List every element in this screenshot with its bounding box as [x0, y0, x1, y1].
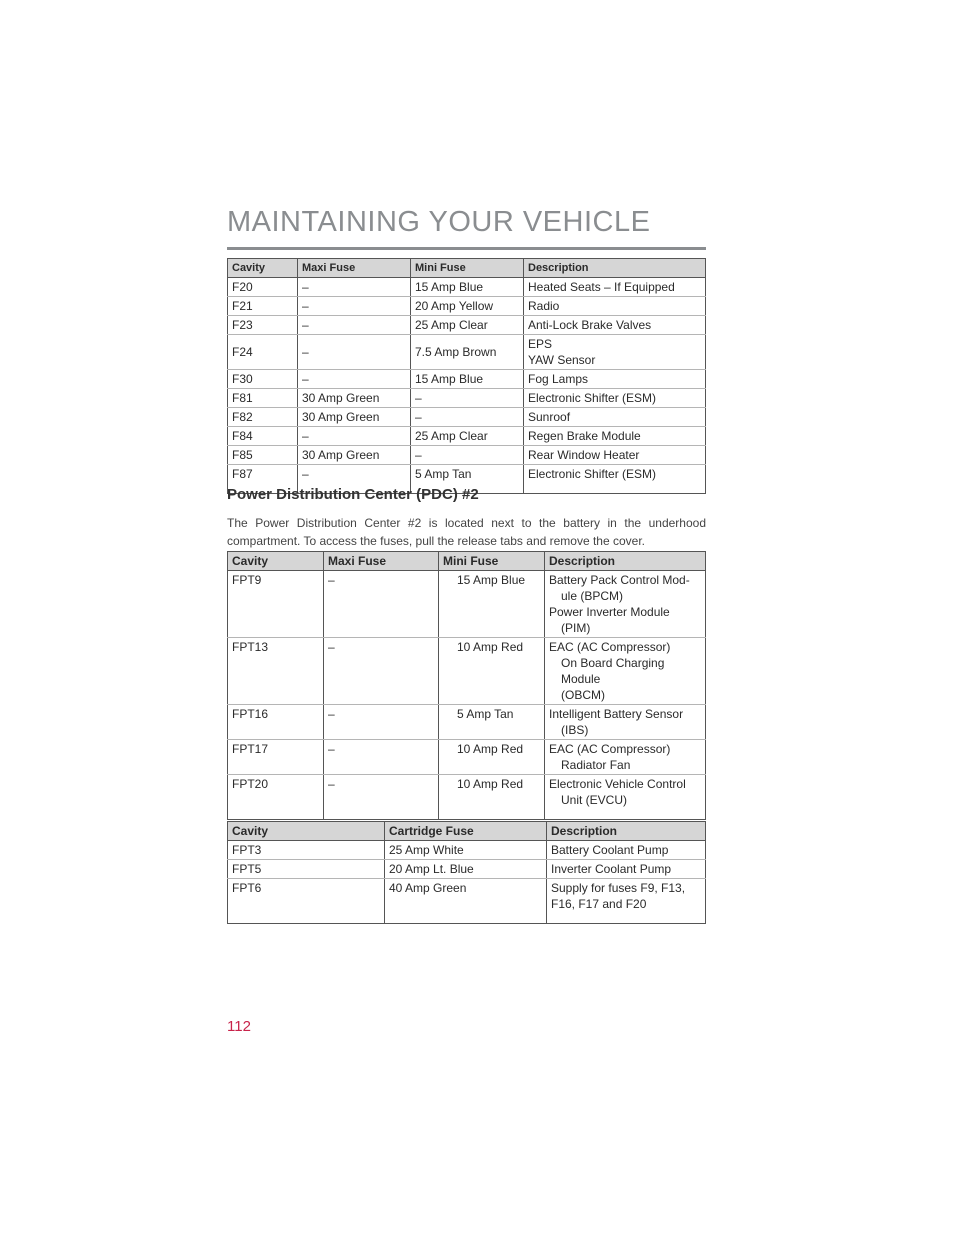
maxi-fuse-cell: – [298, 278, 411, 297]
description-cell [547, 879, 706, 924]
cavity-cell: F87 [228, 465, 298, 494]
maxi-fuse-cell: – [324, 705, 439, 740]
cavity-cell: F84 [228, 427, 298, 446]
table-row [228, 841, 706, 860]
cavity-cell: FPT20 [228, 775, 324, 820]
description-line: (OBCM) [561, 688, 605, 702]
mini-fuse-cell: 10 Amp Red [439, 638, 545, 705]
maxi-fuse-cell: 30 Amp Green [298, 408, 411, 427]
maxi-fuse-cell: – [324, 740, 439, 775]
table-row [228, 389, 706, 408]
maxi-fuse-cell: – [298, 316, 411, 335]
pdc2-heading: Power Distribution Center (PDC) #2 [227, 486, 479, 503]
column-header: Mini Fuse [439, 552, 545, 571]
title-rule [227, 247, 706, 250]
cavity-cell: F81 [228, 389, 298, 408]
description-line: (PIM) [561, 621, 591, 635]
cartridge-fuse-cell: 40 Amp Green [385, 879, 547, 924]
description-cell: Rear Window Heater [524, 446, 706, 465]
column-header: Description [545, 552, 706, 571]
table-row [228, 571, 706, 638]
maxi-fuse-cell: – [324, 638, 439, 705]
pdc2-description: The Power Distribution Center #2 is located next to the battery in the underhood compartment. To access the fuses, pull the release tabs and remove the cover. [227, 516, 706, 548]
column-header: Description [524, 259, 706, 278]
mini-fuse-cell: 25 Amp Clear [411, 316, 524, 335]
description-line: EAC (AC Compressor) [549, 640, 671, 654]
column-header: Maxi Fuse [324, 552, 439, 571]
mini-fuse-cell: 15 Amp Blue [411, 278, 524, 297]
description-cell [545, 571, 706, 638]
table-row [228, 879, 706, 924]
table-row [228, 775, 706, 820]
description-cell [524, 335, 706, 370]
column-header: Maxi Fuse [298, 259, 411, 278]
cavity-cell: F23 [228, 316, 298, 335]
cartridge-fuse-cell: 20 Amp Lt. Blue [385, 860, 547, 879]
mini-fuse-cell: 10 Amp Red [439, 775, 545, 820]
description-cell [545, 740, 706, 775]
mini-fuse-cell: 7.5 Amp Brown [411, 335, 524, 370]
table-row [228, 860, 706, 879]
column-header: Cavity [228, 552, 324, 571]
cavity-cell: F82 [228, 408, 298, 427]
fuse-table-pdc1 [227, 258, 706, 494]
column-header: Cartridge Fuse [385, 822, 547, 841]
column-header: Cavity [228, 259, 298, 278]
table-row [228, 370, 706, 389]
table-row [228, 297, 706, 316]
cavity-cell: FPT9 [228, 571, 324, 638]
mini-fuse-cell: – [411, 389, 524, 408]
description-cell: Electronic Shifter (ESM) [524, 465, 706, 494]
description-cell: Radio [524, 297, 706, 316]
table-row [228, 408, 706, 427]
description-cell: Sunroof [524, 408, 706, 427]
mini-fuse-cell: 20 Amp Yellow [411, 297, 524, 316]
description-cell [545, 638, 706, 705]
description-line: On Board Charging Module [561, 656, 665, 686]
table-row [228, 335, 706, 370]
description-line: Intelligent Battery Sensor [549, 707, 684, 721]
mini-fuse-cell: 25 Amp Clear [411, 427, 524, 446]
description-line: YAW Sensor [528, 353, 596, 367]
description-line: (IBS) [561, 723, 589, 737]
cavity-cell: F21 [228, 297, 298, 316]
column-header: Description [547, 822, 706, 841]
cartridge-fuse-table [227, 821, 706, 924]
description-cell: Fog Lamps [524, 370, 706, 389]
description-line: EAC (AC Compressor) [549, 742, 671, 756]
mini-fuse-cell: 15 Amp Blue [411, 370, 524, 389]
description-cell [545, 705, 706, 740]
mini-fuse-cell: – [411, 446, 524, 465]
maxi-fuse-cell: 30 Amp Green [298, 446, 411, 465]
description-cell: Regen Brake Module [524, 427, 706, 446]
cavity-cell: FPT13 [228, 638, 324, 705]
description-line: Unit (EVCU) [561, 793, 628, 807]
fuse-table-pdc2 [227, 551, 706, 820]
table-row [228, 705, 706, 740]
maxi-fuse-cell: – [324, 775, 439, 820]
description-line: EPS [528, 337, 553, 351]
table-row [228, 316, 706, 335]
cavity-cell: FPT3 [228, 841, 385, 860]
description-line: Battery Pack Control Mod- [549, 573, 690, 587]
cavity-cell: F20 [228, 278, 298, 297]
table-row [228, 740, 706, 775]
description-line: Supply for fuses F9, F13, [551, 881, 686, 895]
page-number: 112 [227, 1018, 251, 1035]
description-cell: Battery Coolant Pump [547, 841, 706, 860]
table-row [228, 638, 706, 705]
mini-fuse-cell: 15 Amp Blue [439, 571, 545, 638]
mini-fuse-cell: – [411, 408, 524, 427]
cavity-cell: FPT5 [228, 860, 385, 879]
description-cell: Inverter Coolant Pump [547, 860, 706, 879]
description-cell: Heated Seats – If Equipped [524, 278, 706, 297]
table-header-row [228, 552, 706, 571]
cavity-cell: F24 [228, 335, 298, 370]
table-row [228, 278, 706, 297]
cavity-cell: F30 [228, 370, 298, 389]
description-cell [545, 775, 706, 820]
cartridge-fuse-cell: 25 Amp White [385, 841, 547, 860]
cavity-cell: FPT16 [228, 705, 324, 740]
mini-fuse-cell: 5 Amp Tan [439, 705, 545, 740]
description-cell: Electronic Shifter (ESM) [524, 389, 706, 408]
cavity-cell: FPT17 [228, 740, 324, 775]
description-cell: Anti-Lock Brake Valves [524, 316, 706, 335]
maxi-fuse-cell: – [298, 370, 411, 389]
table-header-row [228, 259, 706, 278]
maxi-fuse-cell: – [298, 427, 411, 446]
table-header-row [228, 822, 706, 841]
maxi-fuse-cell: – [298, 335, 411, 370]
description-line: Electronic Vehicle Control [549, 777, 686, 791]
mini-fuse-cell: 5 Amp Tan [411, 465, 524, 494]
table-row [228, 427, 706, 446]
column-header: Cavity [228, 822, 385, 841]
description-line: ule (BPCM) [561, 589, 624, 603]
table-row [228, 446, 706, 465]
cavity-cell: FPT6 [228, 879, 385, 924]
section-title: MAINTAINING YOUR VEHICLE [227, 206, 651, 238]
description-line: Power Inverter Module [549, 605, 670, 619]
cavity-cell: F85 [228, 446, 298, 465]
maxi-fuse-cell: – [324, 571, 439, 638]
column-header: Mini Fuse [411, 259, 524, 278]
maxi-fuse-cell: – [298, 297, 411, 316]
description-line: Radiator Fan [561, 758, 631, 772]
maxi-fuse-cell: – [298, 465, 411, 494]
maxi-fuse-cell: 30 Amp Green [298, 389, 411, 408]
description-line: F16, F17 and F20 [551, 897, 647, 911]
mini-fuse-cell: 10 Amp Red [439, 740, 545, 775]
